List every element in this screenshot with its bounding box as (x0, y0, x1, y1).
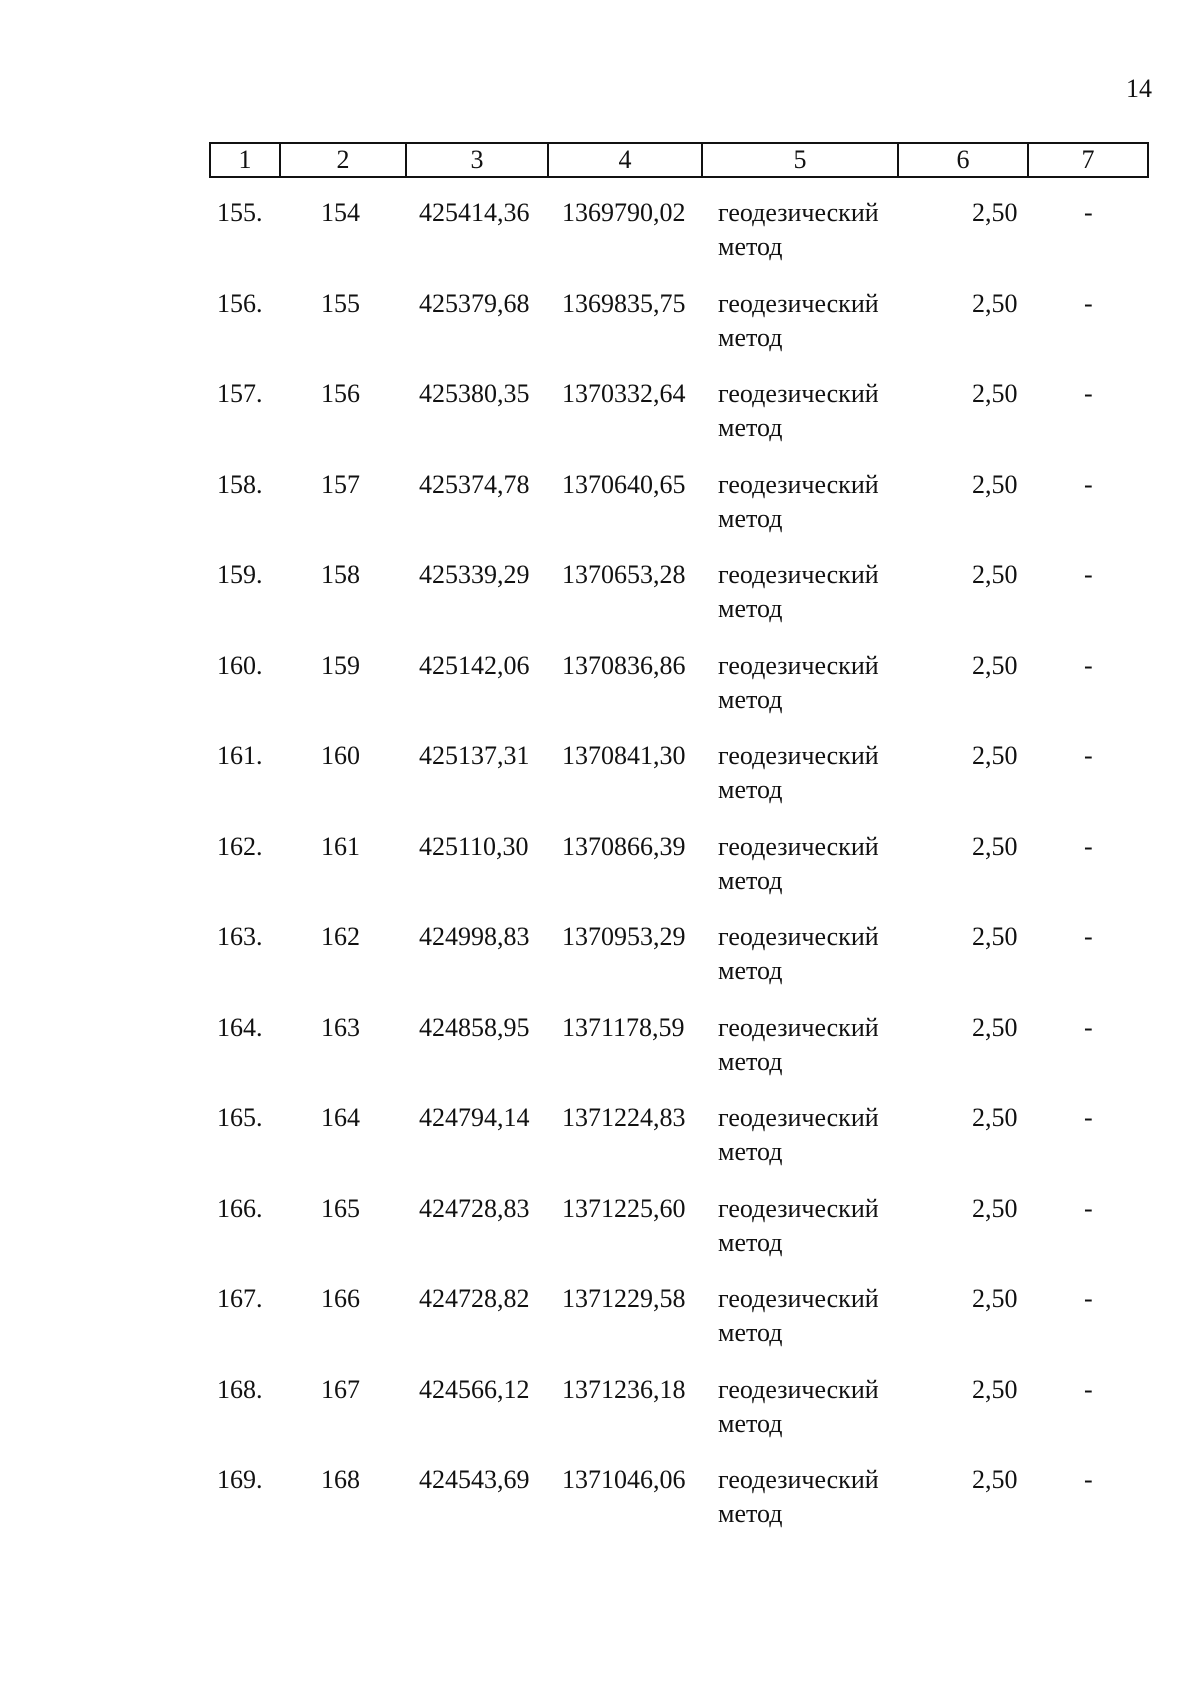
x-coordinate: 425339,29 (419, 560, 530, 589)
accuracy-value: 2,50 (972, 379, 1018, 408)
note: - (1084, 1465, 1093, 1494)
determination-method: геодезический метод (718, 288, 879, 352)
determination-method: геодезический метод (718, 1193, 879, 1257)
determination-method: геодезический метод (718, 1012, 879, 1076)
x-coordinate: 424728,82 (419, 1284, 530, 1313)
accuracy-value: 2,50 (972, 922, 1018, 951)
determination-method: геодезический метод (718, 831, 879, 895)
note: - (1084, 1374, 1093, 1404)
point-number: 160 (321, 741, 360, 770)
row-number: 167. (217, 1284, 263, 1313)
note: - (1084, 560, 1093, 589)
row-number: 156. (217, 288, 263, 318)
note: - (1084, 650, 1093, 680)
x-coordinate: 424543,69 (419, 1465, 530, 1494)
table-row (0, 1373, 1200, 1464)
row-number: 165. (217, 1103, 263, 1132)
table-row (0, 468, 1200, 559)
note: - (1084, 922, 1093, 951)
coordinates-table-body (0, 196, 1200, 1554)
row-number: 163. (217, 922, 263, 951)
x-coordinate: 424794,14 (419, 1103, 530, 1132)
determination-method: геодезический метод (718, 1374, 879, 1438)
accuracy-value: 2,50 (972, 1012, 1018, 1042)
y-coordinate: 1370866,39 (562, 831, 686, 861)
accuracy-value: 2,50 (972, 1103, 1018, 1132)
point-number: 166 (321, 1284, 360, 1313)
x-coordinate: 424998,83 (419, 922, 530, 951)
point-number: 164 (321, 1103, 360, 1132)
y-coordinate: 1370653,28 (562, 560, 686, 589)
point-number: 163 (321, 1012, 360, 1042)
point-number: 157 (321, 469, 360, 499)
accuracy-value: 2,50 (972, 831, 1018, 861)
y-coordinate: 1370953,29 (562, 922, 686, 951)
header-cell-2: 2 (280, 143, 406, 177)
table-row (0, 1463, 1200, 1554)
x-coordinate: 425414,36 (419, 198, 530, 227)
header-row (210, 143, 1148, 177)
table-row (0, 287, 1200, 378)
row-number: 157. (217, 379, 263, 408)
page-number: 14 (1126, 74, 1152, 103)
row-number: 159. (217, 560, 263, 589)
y-coordinate: 1370841,30 (562, 741, 686, 770)
determination-method: геодезический метод (718, 922, 879, 985)
table-row (0, 1282, 1200, 1373)
y-coordinate: 1370332,64 (562, 379, 686, 408)
note: - (1084, 288, 1093, 318)
table-row (0, 1101, 1200, 1192)
x-coordinate: 424728,83 (419, 1193, 530, 1223)
point-number: 158 (321, 560, 360, 589)
y-coordinate: 1369835,75 (562, 288, 686, 318)
y-coordinate: 1371178,59 (562, 1012, 685, 1042)
row-number: 164. (217, 1012, 263, 1042)
column-number-header (209, 142, 1149, 178)
table-row (0, 558, 1200, 649)
accuracy-value: 2,50 (972, 1193, 1018, 1223)
table-row (0, 920, 1200, 1011)
note: - (1084, 379, 1093, 408)
note: - (1084, 469, 1093, 499)
row-number: 162. (217, 831, 263, 861)
note: - (1084, 1193, 1093, 1223)
row-number: 169. (217, 1465, 263, 1494)
x-coordinate: 424858,95 (419, 1012, 530, 1042)
x-coordinate: 425137,31 (419, 741, 530, 770)
y-coordinate: 1371224,83 (562, 1103, 686, 1132)
point-number: 156 (321, 379, 360, 408)
determination-method: геодезический метод (718, 741, 879, 804)
accuracy-value: 2,50 (972, 1284, 1018, 1313)
determination-method: геодезический метод (718, 560, 879, 623)
accuracy-value: 2,50 (972, 288, 1018, 318)
point-number: 168 (321, 1465, 360, 1494)
table-row (0, 830, 1200, 921)
point-number: 159 (321, 650, 360, 680)
note: - (1084, 831, 1093, 861)
row-number: 166. (217, 1193, 263, 1223)
determination-method: геодезический метод (718, 379, 879, 442)
point-number: 165 (321, 1193, 360, 1223)
x-coordinate: 425379,68 (419, 288, 530, 318)
determination-method: геодезический метод (718, 1284, 879, 1347)
y-coordinate: 1371236,18 (562, 1374, 686, 1404)
y-coordinate: 1371225,60 (562, 1193, 686, 1223)
note: - (1084, 198, 1093, 227)
x-coordinate: 425380,35 (419, 379, 530, 408)
accuracy-value: 2,50 (972, 650, 1018, 680)
accuracy-value: 2,50 (972, 198, 1018, 227)
point-number: 167 (321, 1374, 360, 1404)
determination-method: геодезический метод (718, 1465, 879, 1528)
x-coordinate: 425374,78 (419, 469, 530, 499)
header-cell-7: 7 (1028, 143, 1148, 177)
point-number: 162 (321, 922, 360, 951)
table-row (0, 739, 1200, 830)
x-coordinate: 425110,30 (419, 831, 529, 861)
row-number: 155. (217, 198, 263, 227)
accuracy-value: 2,50 (972, 741, 1018, 770)
table-row (0, 196, 1200, 287)
determination-method: геодезический метод (718, 469, 879, 533)
accuracy-value: 2,50 (972, 469, 1018, 499)
point-number: 155 (321, 288, 360, 318)
x-coordinate: 424566,12 (419, 1374, 530, 1404)
y-coordinate: 1370836,86 (562, 650, 686, 680)
accuracy-value: 2,50 (972, 1374, 1018, 1404)
table-row (0, 1192, 1200, 1283)
header-cell-6: 6 (898, 143, 1028, 177)
header-cell-3: 3 (406, 143, 548, 177)
table-row (0, 377, 1200, 468)
determination-method: геодезический метод (718, 1103, 879, 1166)
table-row (0, 1011, 1200, 1102)
row-number: 161. (217, 741, 263, 770)
point-number: 154 (321, 198, 360, 227)
accuracy-value: 2,50 (972, 560, 1018, 589)
y-coordinate: 1370640,65 (562, 469, 686, 499)
y-coordinate: 1371229,58 (562, 1284, 686, 1313)
note: - (1084, 741, 1093, 770)
point-number: 161 (321, 831, 360, 861)
determination-method: геодезический метод (718, 198, 879, 261)
note: - (1084, 1284, 1093, 1313)
note: - (1084, 1103, 1093, 1132)
y-coordinate: 1369790,02 (562, 198, 686, 227)
x-coordinate: 425142,06 (419, 650, 530, 680)
row-number: 160. (217, 650, 263, 680)
table-row (0, 649, 1200, 740)
note: - (1084, 1012, 1093, 1042)
header-cell-1: 1 (210, 143, 280, 177)
header-cell-4: 4 (548, 143, 702, 177)
row-number: 158. (217, 469, 263, 499)
accuracy-value: 2,50 (972, 1465, 1018, 1494)
determination-method: геодезический метод (718, 650, 879, 714)
header-cell-5: 5 (702, 143, 898, 177)
y-coordinate: 1371046,06 (562, 1465, 686, 1494)
row-number: 168. (217, 1374, 263, 1404)
